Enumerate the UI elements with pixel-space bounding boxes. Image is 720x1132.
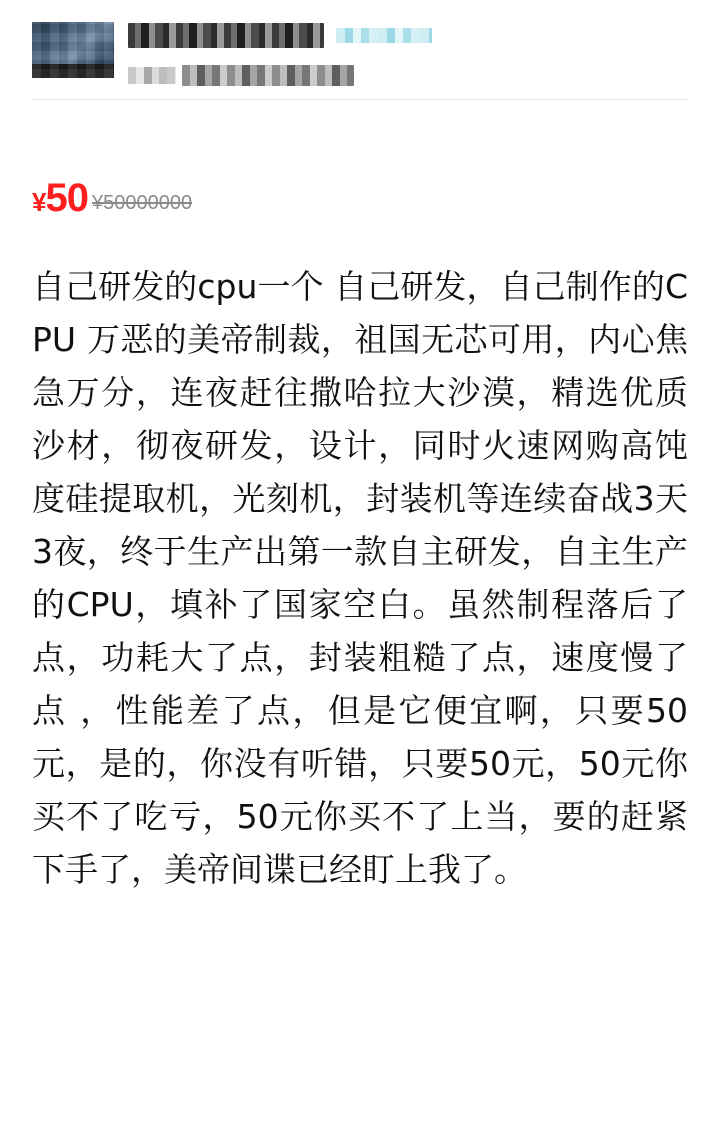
price-amount: 50	[45, 176, 88, 220]
avatar[interactable]	[32, 22, 114, 78]
seller-name-redacted	[128, 23, 324, 48]
current-price	[32, 178, 88, 218]
seller-subtitle-redacted	[182, 65, 354, 86]
seller-header-row	[32, 18, 688, 88]
seller-name-line	[128, 20, 688, 50]
seller-subtitle-line	[128, 62, 688, 88]
seller-header[interactable]	[0, 0, 720, 100]
seller-info	[128, 18, 688, 88]
seller-badge-redacted	[336, 28, 432, 43]
listing-description: 自己研发的cpu一个 自己研发，自己制作的CPU 万恶的美帝制裁，祖国无芯可用，内心焦急万分，连夜赶往撒哈拉大沙漠，精选优质沙材，彻夜研发，设计，同时火速网购高饨度硅提取机，光刻机，封装机等连续奋战3天3夜，终于生产出第一款自主研发，自主生产的CPU，填补了国家空白。虽然制程落后了点，功耗大了点，封装粗糙了点，速度慢了点 ，性能差了点，但是它便宜啊，只要50元，是的，你没有听错，只要50元，50元你买不了吃亏，50元你买不了上当，要的赶紧下手了，美帝间谍已经盯上我了。	[32, 267, 688, 889]
avatar-footer-bar	[32, 64, 114, 78]
header-divider	[32, 99, 688, 100]
seller-subtitle-prefix-redacted	[128, 67, 176, 84]
original-price: ¥50000000	[91, 192, 193, 214]
currency-symbol: ¥	[32, 187, 46, 217]
price-row	[0, 100, 720, 218]
